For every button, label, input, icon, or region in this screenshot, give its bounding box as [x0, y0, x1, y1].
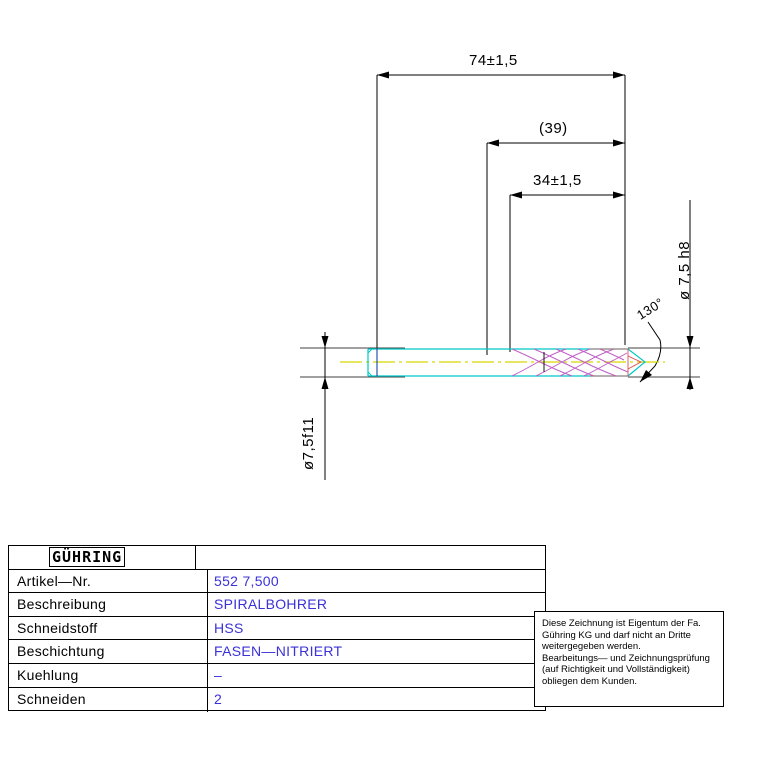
row-value: FASEN—NITRIERT: [214, 643, 343, 660]
notice-line: weitergegeben werden.: [542, 641, 641, 652]
guehring-logo: GÜHRING: [49, 547, 125, 567]
title-block-column-divider: [207, 570, 208, 712]
table-row: [9, 570, 545, 594]
dimension-overall-length: [377, 72, 625, 361]
row-value: 2: [214, 690, 223, 707]
row-label: Beschreibung: [17, 596, 107, 613]
row-label: Kuehlung: [17, 666, 79, 683]
table-row: [9, 640, 545, 664]
title-block-logo-row: [9, 546, 545, 570]
dimension-label-flute-length: 34±1,5: [533, 172, 582, 189]
row-value: SPIRALBOHRER: [214, 596, 328, 613]
row-value: 552 7,500: [214, 572, 279, 589]
row-label: Schneiden: [17, 690, 86, 707]
row-label: Beschichtung: [17, 643, 105, 660]
dimension-label-point-angle: 130°: [634, 294, 667, 323]
dimension-point-angle: [640, 322, 661, 382]
row-value: HSS: [214, 619, 244, 636]
notice-line: obliegen dem Kunden.: [542, 675, 638, 687]
legal-notice-box: [534, 611, 724, 707]
dimension-label-flute-reference: (39): [539, 120, 568, 137]
table-row: [9, 688, 545, 712]
notice-line: (auf Richtigkeit und Vollständigkeit): [542, 664, 690, 675]
dimension-label-shank-diameter: ø7,5f11: [300, 416, 317, 470]
dimension-label-overall-length: 74±1,5: [469, 52, 518, 69]
table-row: [9, 617, 545, 641]
title-block: [8, 545, 546, 711]
notice-line: Diese Zeichnung ist Eigentum der Fa.: [542, 618, 701, 629]
drill-bit-geometry: [340, 349, 665, 376]
table-row: [9, 593, 545, 617]
notice-line: Bearbeitungs— und Zeichnungsprüfung: [542, 652, 710, 664]
row-label: Schneidstoff: [17, 619, 98, 636]
row-value: –: [214, 666, 223, 683]
dimension-flute-length: [510, 192, 625, 353]
row-label: Artikel—Nr.: [17, 572, 92, 589]
dimension-label-cutting-diameter: ø 7,5 h8: [676, 240, 693, 300]
logo-cell-divider: [195, 546, 196, 570]
notice-line: Gühring KG und darf nicht an Dritte: [542, 629, 691, 641]
table-row: [9, 664, 545, 688]
